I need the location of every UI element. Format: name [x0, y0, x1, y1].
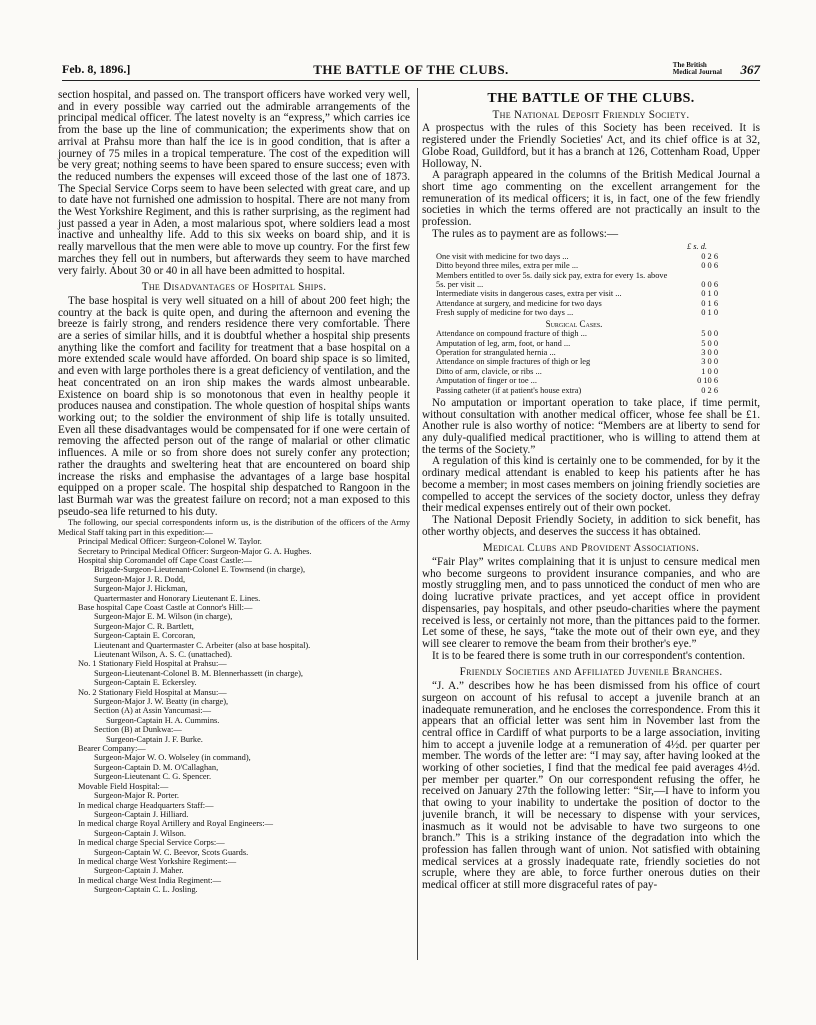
fee-amount: 1 0 0	[701, 366, 718, 376]
staff-entry: Surgeon-Captain E. Corcoran,	[94, 631, 196, 641]
paragraph-base-hospital: The base hospital is very well situated on a hill of about 200 feet high; the country at the back is quite open, and during the afternoon and evening the breeze is fairly strong, and renders residence there very comfortable. There are a series of similar hills, and it is doubtful whether a hospital ship presents anything like the comfort and facility for treatment that a base hospital on a more extended scale would have afforded. On board ship space is so limited, and even with large portholes there is a great deficiency of ventilation, and the heat concentrated on an iron ship makes the wards almost unbearable. Existence on board ship is so monotonous that even in healthy people it produces nausea and constipation. The whole question of hospital ships wants working out; to the soldier the environment of ship life is totally unsuited. Even all these disadvantages would be compensated for if one were certain of removing the affected person out of the range of malarial or other climatic influences. A mile or so from shore does not surely confer any protection; rather the draughts and sweltering heat that are encountered on board ship increase the risks and emphasise the advantages of a large base hospital equipped on a proper scale. The hospital ship despatched to Rangoon in the last Burmah war was the greatest failure on record; not a man exposed to this pseudo-sea life returned to his duty.	[58, 294, 410, 518]
journal-brand-line2: Medical Journal	[672, 68, 722, 76]
journal-brand-line1: The British	[672, 61, 707, 69]
staff-entry: Surgeon-Captain J. Wilson.	[94, 828, 186, 838]
fee-amount: 0 1 6	[701, 298, 718, 308]
staff-entry: Surgeon-Captain H. A. Cummins.	[106, 715, 220, 725]
staff-entry: Secretary to Principal Medical Officer: Surgeon-Major G. A. Hughes.	[78, 546, 312, 556]
fee-item: Fresh supply of medicine for two days ...	[436, 308, 574, 318]
surgical-cases-heading: Surgical Cases.	[545, 318, 603, 329]
staff-entry: Lieutenant and Quartermaster C. Arbeiter (also at base hospital).	[94, 640, 311, 650]
fee-item: Passing catheter (if at patient's house extra)	[436, 385, 582, 395]
fee-amount: 3 0 0	[701, 357, 718, 367]
paragraph-transport: section hospital, and passed on. The transport officers have worked very well, and in every possible way carried out the admirable arrangements of the principal medical officer. The latest novelty is an “express,” which carries ice from the base up the line of communication; the experiments show that on arrival at Prahsu more than half the ice is in good condition, that is after a journey of 75 miles in a tropical temperature. The cost of the expedition will be very great; nothing seems to have been spared to ensure success; even with the reduced numbers the expenses will exceed those of the last one of 1873. The Special Service Corps seem to have been selected with great care, and up to date have not furnished one admission to hospital. There are not many from the West Yorkshire Regiment, and this is rather surprising, as the regiment had just passed a year in Aden, a most malarious spot, where soldiers lead a most inactive and unhealthy life. Add to this six weeks on board ship, and it is really marvellous that the men were able to move up country. For the first few marches they fell out in numbers, but afterwards they seem to have marched very fairly. About 30 or 40 in all have been admitted to hospital.	[58, 89, 410, 277]
fee-amount: 5 0 0	[701, 329, 718, 339]
fee-row	[430, 271, 718, 290]
staff-entry: Surgeon-Major J. R. Dodd,	[94, 574, 186, 584]
paragraph-contention: It is to be feared there is some truth in our correspondent's contention.	[432, 649, 746, 662]
paragraph-amputation-rule: No amputation or important operation to take place, if time permit, without consultation with another medical officer, whose fee shall be £1. Another rule is also worthy of notice: “Members are at liberty to send for any duly-qualified medical practitioner, who is willing to attend them at the terms of the Society.”	[422, 396, 760, 456]
paragraph-regulation: A regulation of this kind is certainly one to be commended, for by it the ordinary medical attendant is enabled to keep his patients after he has become a member; in most cases members on joining friendly societies are compelled to accept the services of the society doctor, unless they defray their medical expenses entirely out of their own pocket.	[422, 455, 760, 515]
heading-juvenile-branches: Friendly Societies and Affiliated Juvenile Branches.	[459, 666, 723, 679]
fee-table	[430, 242, 718, 395]
staff-entry: Lieutenant Wilson, A. S. C. (unattached).	[94, 650, 233, 659]
staff-entry: In medical charge West Yorkshire Regiment:—	[78, 856, 237, 866]
fee-row	[430, 299, 718, 308]
fee-amount: 0 0 6	[701, 280, 718, 290]
fee-amount: 3 0 0	[701, 347, 718, 357]
staff-entry: Surgeon-Captain J. Hilliard.	[94, 809, 189, 819]
paragraph-rules-intro: The rules as to payment are as follows:—	[432, 227, 619, 240]
staff-entry: In medical charge West India Regiment:—	[78, 875, 221, 885]
staff-entry: Surgeon-Major C. R. Bartlett,	[94, 621, 194, 631]
fee-item: Attendance on simple fractures of thigh or leg	[436, 357, 591, 367]
fee-row	[430, 261, 718, 270]
paragraph-remuneration: A paragraph appeared in the columns of the British Medical Journal a short time ago commenting on the excellent arrangement for the remuneration of its medical officers; it is, in fact, one of the few friendly societies in which the terms offered are not practically an insult to the profession.	[422, 169, 760, 229]
running-title: THE BATTLE OF THE CLUBS.	[313, 62, 509, 77]
fee-item: Amputation of leg, arm, foot, or hand ...	[436, 338, 571, 348]
fee-row	[430, 386, 718, 395]
staff-entry: Section (B) at Dunkwa:—	[94, 725, 182, 735]
paragraph-prospectus: A prospectus with the rules of this Society has been received. It is registered under the Friendly Societies' Act, and its chief office is at 32, Globe Road, Guildford, but it has a branch at 126, Cottenham Road, Upper Holloway, N.	[422, 122, 760, 170]
staff-intro: The following, our special correspondents inform us, is the distribution of the officers of the Army Medical Staff taking part in this expedition:—	[58, 518, 410, 537]
fee-amount: 0 1 0	[701, 289, 718, 299]
page-number: 367	[740, 62, 760, 77]
fee-row	[430, 308, 718, 317]
staff-entry: Surgeon-Lieutenant-Colonel B. M. Blennerhassett (in charge),	[94, 668, 304, 678]
fee-item: Attendance at surgery, and medicine for two days	[436, 298, 602, 308]
fee-item: One visit with medicine for two days ...	[436, 251, 569, 261]
staff-entry: Surgeon-Major W. O. Wolseley (in command),	[94, 753, 251, 763]
staff-entry: In medical charge Royal Artillery and Royal Engineers:—	[78, 819, 273, 829]
fee-amount: 0 2 6	[701, 385, 718, 395]
issue-date: Feb. 8, 1896.]	[62, 62, 131, 76]
paragraph-fair-play: “Fair Play” writes complaining that it is unjust to censure medical men who become surgeons to provident insurance companies, and who are mostly struggling men, and to pass unnoticed the conduct of men who are doing lucrative private practices, and yet accept office in provident dispensaries, pay hospitals, and other pseudo-charities where the payment received is less, or certainly not more, than the pittances paid to the former. Let some of these, he says, “take the mote out of their own eye, and they will see clearer to remove the beam from their brother's eye.”	[422, 556, 760, 650]
staff-entry: Section (A) at Assin Yancumasi:—	[94, 706, 212, 716]
fee-item: Operation for strangulated hernia ...	[436, 347, 556, 357]
staff-entry: Bearer Company:—	[78, 744, 146, 754]
staff-entry: Principal Medical Officer: Surgeon-Colonel W. Taylor.	[78, 537, 262, 547]
staff-entry: Hospital ship Coromandel off Cape Coast Castle:—	[78, 555, 252, 565]
right-column	[422, 90, 760, 892]
column-divider	[417, 88, 418, 960]
fee-amount: 0 2 6	[701, 251, 718, 261]
left-column	[58, 90, 410, 895]
staff-entry: Surgeon-Major R. Porter.	[94, 791, 179, 801]
staff-entry: No. 1 Stationary Field Hospital at Prahsu:—	[78, 659, 227, 669]
staff-entry: In medical charge Headquarters Staff:—	[78, 800, 214, 810]
fee-row	[430, 357, 718, 366]
staff-entry: Quartermaster and Honorary Lieutenant E. Lines.	[94, 593, 261, 603]
staff-entry: Movable Field Hospital:—	[78, 781, 169, 791]
fee-amount: 0 10 6	[697, 376, 718, 386]
staff-entry: Surgeon-Captain E. Eckersley.	[94, 678, 197, 688]
staff-entry: In medical charge Special Service Corps:—	[78, 838, 225, 848]
heading-national-deposit: The National Deposit Friendly Society.	[492, 108, 690, 121]
staff-entry: Surgeon-Major E. M. Wilson (in charge),	[94, 612, 233, 622]
header-rule	[62, 80, 760, 81]
staff-entry: Surgeon-Captain D. M. O'Callaghan,	[94, 762, 219, 772]
staff-list	[58, 537, 410, 894]
staff-entry: Surgeon-Lieutenant C. G. Spencer.	[94, 772, 212, 782]
staff-entry: Surgeon-Captain W. C. Beevor, Scots Guards.	[94, 847, 249, 857]
fee-item: Members entitled to over 5s. daily sick pay, extra for every 1s. above 5s. per visit ...	[436, 270, 668, 290]
fee-amount: 0 0 6	[701, 261, 718, 271]
staff-entry: Brigade-Surgeon-Lieutenant-Colonel E. Townsend (in charge),	[94, 565, 306, 575]
paragraph-ndfs-objects: The National Deposit Friendly Society, in addition to sick benefit, has other worthy objects, and deserves the success it has obtained.	[422, 513, 760, 538]
fee-item: Intermediate visits in dangerous cases, extra per visit ...	[436, 289, 622, 299]
staff-entry: Surgeon-Captain C. L. Josling.	[94, 885, 198, 895]
fee-item: Attendance on compound fracture of thigh ...	[436, 329, 587, 339]
heading-medical-clubs: Medical Clubs and Provident Associations.	[482, 542, 700, 555]
fee-row	[430, 329, 718, 338]
article-title: THE BATTLE OF THE CLUBS.	[487, 91, 695, 106]
staff-entry: Surgeon-Major J. Hickman,	[94, 584, 188, 594]
fee-amount: 0 1 0	[701, 308, 718, 318]
staff-distribution	[58, 518, 410, 894]
fee-currency-header: £ s. d.	[686, 242, 707, 252]
fee-item: Amputation of finger or toe ...	[436, 376, 537, 386]
fee-row	[430, 367, 718, 376]
fee-amount: 5 0 0	[701, 338, 718, 348]
staff-entry: No. 2 Stationary Field Hospital at Mansu:—	[78, 687, 227, 697]
staff-entry: Surgeon-Captain J. F. Burke.	[106, 734, 203, 744]
staff-entry: Base hospital Cape Coast Castle at Connor's Hill:—	[78, 602, 253, 612]
staff-entry: Surgeon-Captain J. Maher.	[94, 866, 184, 876]
fee-row	[430, 339, 718, 348]
running-header	[62, 62, 760, 80]
fee-row	[430, 348, 718, 357]
journal-brand	[673, 62, 722, 76]
heading-hospital-ships: The Disadvantages of Hospital Ships.	[141, 281, 327, 294]
fee-item: Ditto of arm, clavicle, or ribs ...	[436, 366, 542, 376]
fee-row	[430, 252, 718, 261]
staff-entry: Surgeon-Major J. W. Beatty (in charge),	[94, 697, 229, 707]
fee-row	[430, 376, 718, 385]
paragraph-ja-letter: “J. A.” describes how he has been dismissed from his office of court surgeon on account of his refusal to accept a juvenile branch at an inadequate remuneration, and he encloses the correspondence. From this it appears that an official letter was sent him in November last from the central office in Cardiff of what purports to be a large association, inviting him to accept a juvenile lodge at a remuneration of 4½d. per quarter per member. The words of the letter are: “I may say, after having looked at the working of other societies, I find that the medical fee paid averages 4½d. per member per quarter.” On our correspondent refusing the offer, he received on January 27th the following letter: “Sir,—I have to inform you that owing to your inability to undertake the position of doctor to the juvenile branch, it will be necessary to dispense with your services, inasmuch as it would not be advisable to have two surgeons to one branch.” This is a striking instance of the degradation into which the profession has fallen through want of union. Not satisfied with obtaining medical services at a grossly inadequate rate, friendly societies do not scruple, where they are able, to force further onerous duties on their medical officer at still more disgraceful rates of pay-	[422, 680, 760, 892]
fee-row	[430, 289, 718, 298]
fee-item: Ditto beyond three miles, extra per mile ...	[436, 261, 579, 271]
